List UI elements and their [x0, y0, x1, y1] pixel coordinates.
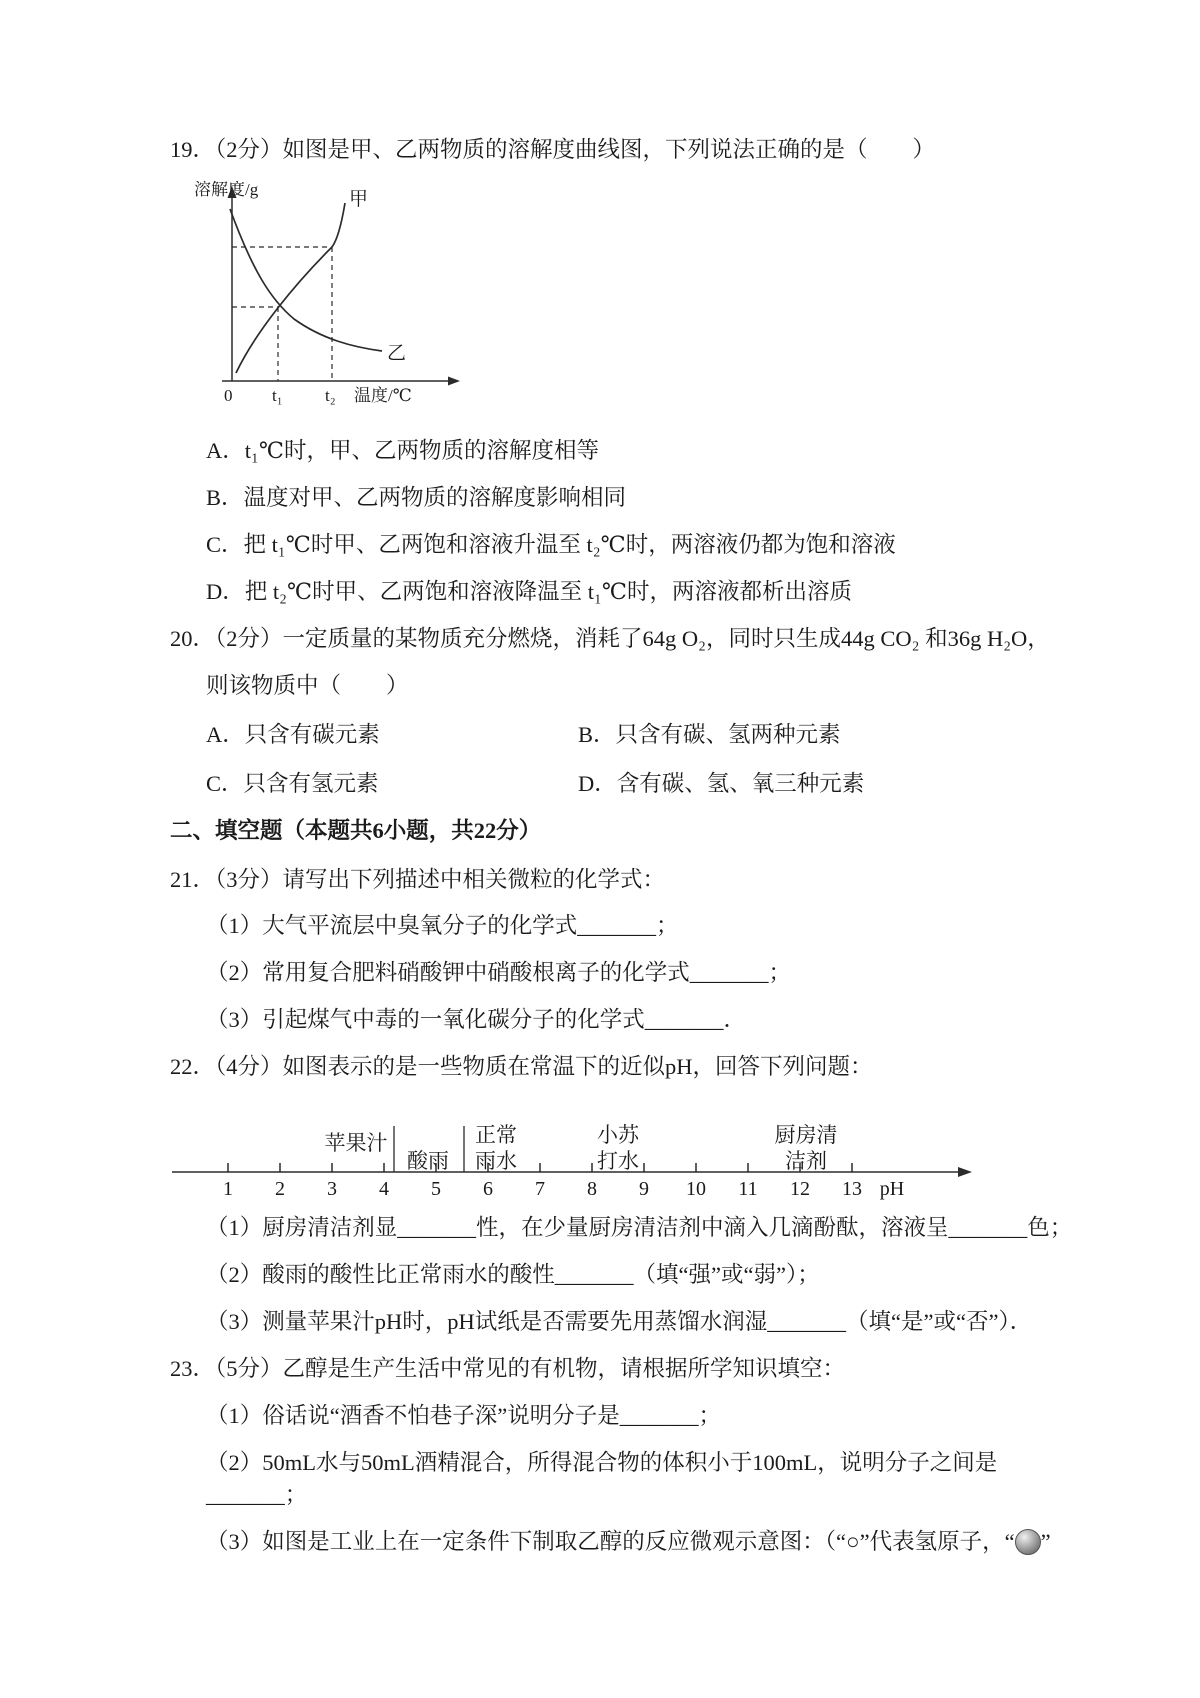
x-axis-label: 温度/℃ — [354, 385, 412, 405]
label-baking-soda-1: 小苏 — [597, 1123, 639, 1148]
ph-scale-svg — [166, 1098, 1046, 1200]
chart-axes — [222, 186, 460, 386]
q21-item-3: （3）引起煤气中毒的一氧化碳分子的化学式_______． — [206, 1007, 747, 1033]
q22-stem: 22．（4分）如图表示的是一些物质在常温下的近似pH，回答下列问题： — [170, 1054, 873, 1080]
y-axis-label: 溶解度/g — [194, 180, 259, 199]
q23-item-3 — [206, 1526, 1090, 1558]
ph-tick-labels — [223, 1178, 904, 1200]
solubility-curve-svg — [194, 181, 474, 413]
q21-stem: 21．（3分）请写出下列描述中相关微粒的化学式： — [170, 866, 666, 892]
q22-ph-scale-diagram — [166, 1098, 1090, 1206]
x-tick-origin: 0 — [224, 385, 233, 405]
ph-tick-9: 9 — [639, 1178, 649, 1201]
ph-axis — [172, 1163, 972, 1177]
q20-option-d: D．含有碳、氢、氧三种元素 — [578, 770, 865, 796]
ph-tick-8: 8 — [587, 1178, 597, 1201]
q19-solubility-chart — [194, 181, 1090, 419]
q20-stem-line2: 则该物质中（ ） — [206, 672, 409, 698]
q22-item-2: （2）酸雨的酸性比正常雨水的酸性_______（填“强”或“弱”）； — [206, 1262, 820, 1288]
carbon-atom-sphere-icon — [1015, 1529, 1041, 1555]
q19-option-b: B．温度对甲、乙两物质的溶解度影响相同 — [206, 484, 627, 510]
q22-item-3: （3）测量苹果汁pH时，pH试纸是否需要先用蒸馏水润湿_______（填“是”或“否”）． — [206, 1309, 1033, 1335]
ph-tick-10: 10 — [686, 1178, 706, 1201]
label-kitchen-cleaner-2: 洁剂 — [785, 1149, 827, 1174]
q20-options — [206, 717, 1090, 798]
q23-item-2: （2）50mL水与50mL酒精混合，所得混合物的体积小于100mL，说明分子之间是_______； — [206, 1449, 998, 1507]
q21-item-1: （1）大气平流层中臭氧分子的化学式_______； — [206, 913, 679, 939]
x-tick-t1: t₁ — [272, 385, 283, 405]
chart-curves — [230, 203, 382, 373]
q20-option-c: C．只含有氢元素 — [206, 770, 379, 796]
x-tick-t2: t₂ — [325, 385, 336, 405]
q22-item-1: （1）厨房清洁剂显_______性，在少量厨房清洁剂中滴入几滴酚酞，溶液呈_______色； — [206, 1215, 1073, 1241]
q20-option-a: A．只含有碳元素 — [206, 721, 380, 747]
q23-item-1: （1）俗话说“酒香不怕巷子深”说明分子是_______； — [206, 1402, 721, 1428]
curve-jia — [236, 203, 345, 373]
ph-tick-6: 6 — [483, 1178, 493, 1201]
q19-option-a: A．t₁℃时，甲、乙两物质的溶解度相等 — [206, 437, 600, 463]
curve-yi — [230, 209, 382, 351]
q21-item-2: （2）常用复合肥料硝酸钾中硝酸根离子的化学式_______； — [206, 960, 792, 986]
curve-yi-label: 乙 — [387, 342, 407, 364]
q20-option-b: B．只含有碳、氢两种元素 — [578, 721, 841, 747]
ph-tick-2: 2 — [275, 1178, 285, 1201]
ph-axis-label: pH — [879, 1178, 905, 1201]
q23-item-3-text: （3）如图是工业上在一定条件下制取乙醇的反应微观示意图：（“○”代表氢原子，“ — [206, 1528, 1015, 1554]
ph-tick-7: 7 — [535, 1178, 545, 1201]
chart-dashed-guides — [232, 247, 332, 381]
label-baking-soda-2: 打水 — [597, 1149, 639, 1174]
ph-tick-12: 12 — [790, 1178, 810, 1201]
ph-substance-labels — [325, 1123, 838, 1173]
label-apple-juice: 苹果汁 — [324, 1131, 388, 1156]
label-normal-rain-1: 正常 — [475, 1123, 517, 1148]
ph-tick-3: 3 — [327, 1178, 337, 1201]
ph-tick-13: 13 — [842, 1178, 862, 1201]
ph-tick-4: 4 — [379, 1178, 389, 1201]
q23-stem: 23．（5分）乙醇是生产生活中常见的有机物，请根据所学知识填空： — [170, 1356, 846, 1381]
section2-title: 二、填空题（本题共6小题，共22分） — [170, 817, 542, 843]
label-normal-rain-2: 雨水 — [475, 1149, 517, 1174]
ph-tick-1: 1 — [223, 1178, 233, 1201]
q20-stem-line1: 20．（2分）一定质量的某物质充分燃烧，消耗了64g O₂，同时只生成44g CO₂ 和36g H₂O， — [170, 625, 1050, 651]
q19-stem: 19．（2分）如图是甲、乙两物质的溶解度曲线图，下列说法正确的是（ ） — [170, 137, 936, 162]
q23-item-3-closing-quote: ” — [1040, 1528, 1051, 1554]
label-acid-rain: 酸雨 — [407, 1149, 449, 1174]
ph-tick-11: 11 — [738, 1178, 758, 1201]
q19-option-d: D．把 t₂℃时甲、乙两饱和溶液降温至 t₁℃时，两溶液都析出溶质 — [206, 578, 853, 604]
label-kitchen-cleaner-1: 厨房清 — [774, 1123, 838, 1148]
ph-tick-5: 5 — [431, 1178, 441, 1201]
q19-option-c: C．把 t₁℃时甲、乙两饱和溶液升温至 t₂℃时，两溶液仍都为饱和溶液 — [206, 531, 896, 557]
curve-jia-label: 甲 — [349, 188, 369, 210]
